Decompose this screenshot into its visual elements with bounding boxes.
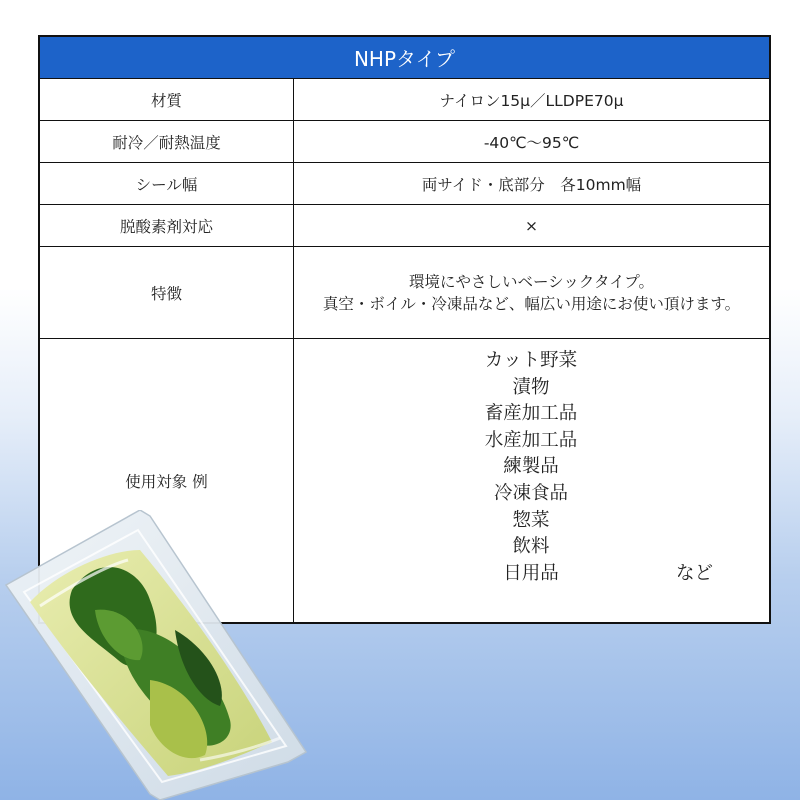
features-line-1: 環境にやさしいベーシックタイプ。 [408,272,655,291]
use-item: 日用品 [503,562,559,584]
features-line-2: 真空・ボイル・冷凍品など、幅広い用途にお使い頂けます。 [322,294,741,313]
use-last-row [466,561,713,588]
use-item: 水産加工品 [484,429,578,451]
row-label-uses: 使用対象 例 [40,339,294,622]
row-value-seal-width: 両サイド・底部分 各10mm幅 [294,163,769,205]
row-label-features: 特徴 [40,247,294,339]
row-label-material: 材質 [40,79,294,121]
table-title: NHPタイプ [40,37,769,79]
use-item: 飲料 [512,536,550,558]
use-item: 惣菜 [512,509,550,531]
use-item: カット野菜 [484,350,578,371]
row-value-oxygen-absorber: × [294,205,769,247]
spec-table [38,35,771,624]
row-value-features [294,247,769,339]
row-label-seal-width: シール幅 [40,163,294,205]
use-item: 畜産加工品 [484,403,578,425]
row-label-temperature: 耐冷／耐熱温度 [40,121,294,163]
row-value-uses [294,339,769,622]
row-label-oxygen-absorber: 脱酸素剤対応 [40,205,294,247]
use-item: 冷凍食品 [493,482,568,504]
use-item: 漬物 [512,376,550,398]
use-etc: など [676,562,714,584]
use-item: 練製品 [503,456,559,478]
row-value-temperature: -40℃～95℃ [294,121,769,163]
row-value-material: ナイロン15μ／LLDPE70μ [294,79,769,121]
